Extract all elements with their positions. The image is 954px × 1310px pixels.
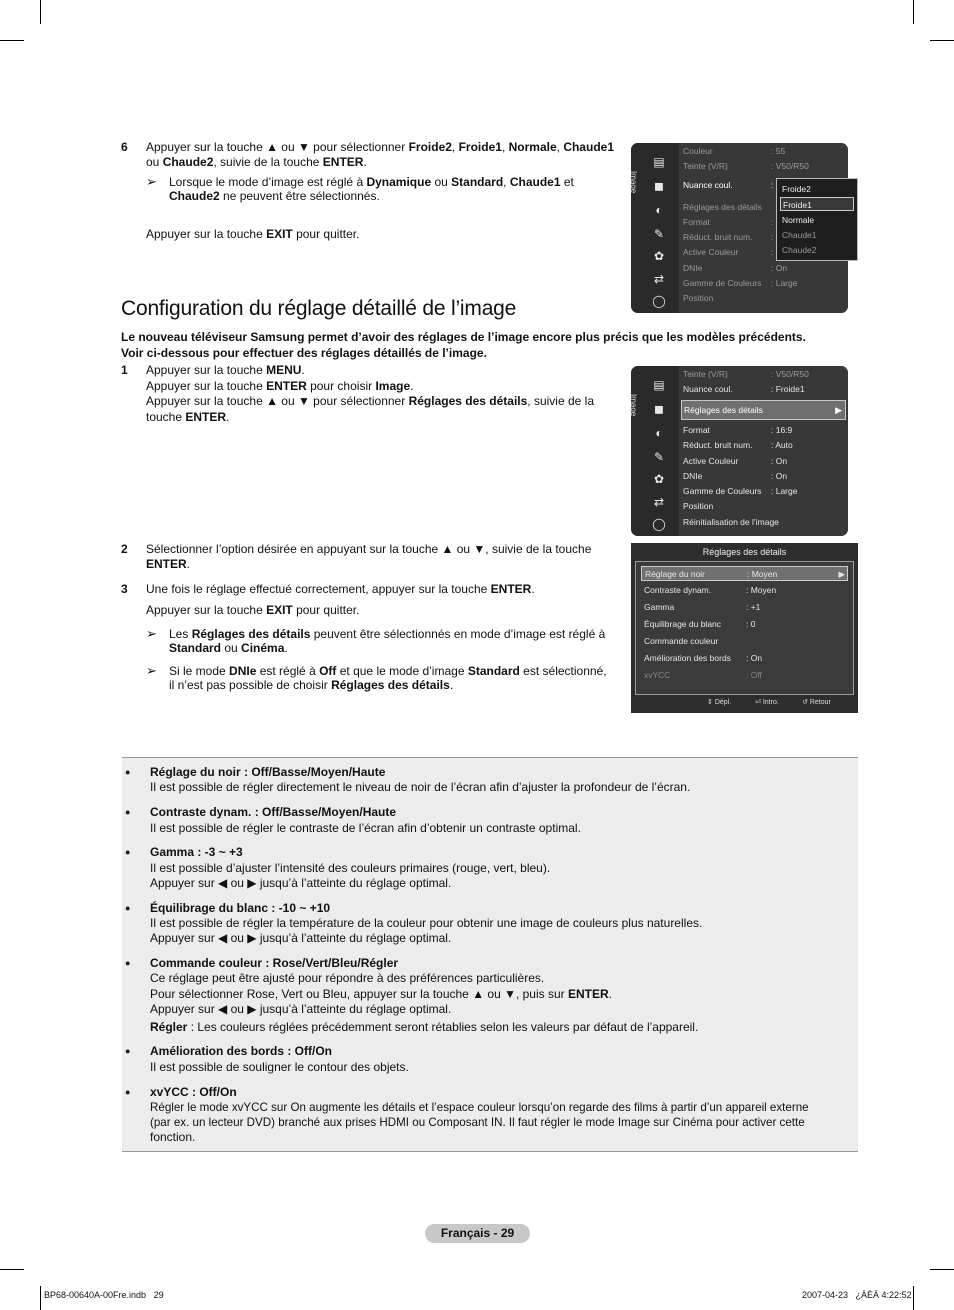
step3-note2-line2: il n’est pas possible de choisir Réglages des détails.: [169, 678, 454, 692]
step6-note-line1: Lorsque le mode d’image est réglé à Dynamique ou Standard, Chaude1 et: [169, 175, 574, 189]
step-number: 3: [121, 582, 128, 596]
osd-row[interactable]: Format :: [683, 217, 774, 227]
bullet-text: Il est possible d’ajuster l’intensité des couleurs primaires (rouge, vert, bleu).: [150, 861, 551, 875]
nuance-dropdown[interactable]: [776, 178, 858, 261]
osd-row[interactable]: Active Couleur :: [683, 247, 774, 257]
note-arrow-icon: ➢: [146, 663, 157, 678]
step3-exit: Appuyer sur la touche EXIT pour quitter.: [146, 603, 360, 617]
bullet-heading: xvYCC : Off/On: [150, 1085, 237, 1099]
osd-row[interactable]: Position: [683, 293, 714, 303]
bullet-text: Il est possible de régler la température de la couleur pour obtenir une image de couleurs plus naturelles.: [150, 916, 703, 930]
bullet-text: Ce réglage peut être ajusté pour répondre à des préférences particulières.: [150, 971, 545, 985]
bullet-icon: ●: [125, 958, 131, 968]
step3-line1: Une fois le réglage effectué correctement, appuyer sur la touche ENTER.: [146, 582, 535, 596]
osd-row[interactable]: Gamme de Couleurs : Large: [683, 278, 798, 288]
step2-line1: Sélectionner l’option désirée en appuyant sur la touche ▲ ou ▼, suivie de la touche: [146, 542, 592, 556]
section-title: Configuration du réglage détaillé de l’image: [121, 297, 517, 320]
bullet-heading: Commande couleur : Rose/Vert/Bleu/Régler: [150, 956, 399, 970]
sound-icon: ◐: [655, 203, 663, 217]
bullet-heading: Gamma : -3 ~ +3: [150, 845, 243, 859]
crop-mark: [0, 40, 24, 41]
osd-row[interactable]: Équilibrage du blanc : 0: [644, 619, 756, 629]
osd-row[interactable]: Teinte (V/R) : V50/R50: [683, 369, 809, 379]
osd-row-selected[interactable]: Réglage du noir : Moyen ▶: [641, 566, 848, 581]
sound-icon: ◐: [655, 426, 663, 440]
step1-line3: Appuyer sur la touche ▲ ou ▼ pour sélectionner Réglages des détails, suivie de la: [146, 394, 594, 408]
osd-row[interactable]: Couleur : 55: [683, 146, 786, 156]
osd-row[interactable]: Réglages des détails: [683, 202, 762, 212]
osd-row-disabled: xvYCC : Off: [644, 670, 762, 680]
osd-row-selected[interactable]: Réglages des détails ▶: [681, 400, 846, 420]
osd-row[interactable]: Teinte (V/R) : V50/R50: [683, 161, 809, 171]
bullet-icon: ●: [125, 847, 131, 857]
osd-menu-image-details: [631, 366, 848, 536]
osd-menu-detail-settings: [631, 543, 858, 713]
move-hint: ⇕ Dépl.: [707, 699, 732, 706]
osd-row[interactable]: Gamme de Couleurs : Large: [683, 486, 798, 496]
osd-title: Réglages des détails: [702, 547, 787, 557]
crop-mark: [40, 0, 41, 24]
dropdown-option[interactable]: Normale: [782, 215, 815, 225]
bullet-text: Régler le mode xvYCC sur On augmente les détails et l’espace couleur lorsqu’on regarde des films à partir d’un appareil externe: [150, 1101, 809, 1114]
osd-row[interactable]: DNIe : On: [683, 471, 788, 481]
osd-row[interactable]: Réduct. bruit num. :: [683, 232, 774, 242]
image-icon: ◼: [654, 402, 664, 416]
page-number-badge: Français - 29: [425, 1224, 530, 1243]
bullet-heading: Amélioration des bords : Off/On: [150, 1044, 333, 1058]
step1-line4: touche ENTER.: [146, 410, 230, 424]
bullet-text: Il est possible de régler le contraste de l’écran afin d’obtenir un contraste optimal.: [150, 821, 581, 835]
step3-note2-line1: Si le mode DNIe est réglé à Off et que le mode d’image Standard est sélectionné,: [169, 664, 607, 678]
return-hint: ↺ Retour: [802, 699, 831, 706]
step6-note-line2: Chaude2 ne peuvent être sélectionnés.: [169, 189, 380, 203]
setup-icon: ✿: [653, 472, 665, 486]
osd-row[interactable]: Active Couleur : On: [683, 456, 788, 466]
crop-mark: [0, 1269, 24, 1270]
input-icon: ⇄: [653, 272, 665, 286]
dropdown-option-selected[interactable]: Froide1: [780, 197, 854, 211]
bullet-text: Pour sélectionner Rose, Vert ou Bleu, appuyer sur la touche ▲ ou ▼, puis sur ENTER.: [150, 987, 612, 1001]
intro-text: Le nouveau téléviseur Samsung permet d’avoir des réglages de l’image encore plus précis que les modèles précédents. Voir ci-dessous pour effectuer des réglages détaillés de l’image.: [121, 330, 806, 360]
osd-row[interactable]: DNIe : On: [683, 263, 788, 273]
dropdown-option[interactable]: Chaude2: [782, 245, 817, 255]
bullet-text: Il est possible de souligner le contour des objets.: [150, 1060, 409, 1074]
osd-row[interactable]: Commande couleur: [644, 636, 719, 646]
step-number: 6: [121, 140, 128, 154]
print-date: 2007-04-23 ¿ÀÈÄ 4:22:52: [802, 1290, 912, 1300]
return-icon: ↺: [802, 699, 808, 706]
step6-exit: Appuyer sur la touche EXIT pour quitter.: [146, 227, 360, 241]
step1-line1: Appuyer sur la touche MENU.: [146, 363, 305, 377]
osd-row[interactable]: Amélioration des bords : On: [644, 653, 763, 663]
step3-note1-line2: Standard ou Cinéma.: [169, 641, 288, 655]
crop-mark: [930, 40, 954, 41]
bullet-text: Régler : Les couleurs réglées précédemment seront rétablies selon les valeurs par défaut de l’appareil.: [150, 1020, 699, 1034]
step-number: 1: [121, 363, 128, 377]
step-number: 2: [121, 542, 128, 556]
bullet-heading: Réglage du noir : Off/Basse/Moyen/Haute: [150, 765, 386, 779]
support-icon: ◯: [652, 517, 666, 531]
osd-side-label: Image: [629, 394, 638, 417]
bullet-heading: Équilibrage du blanc : -10 ~ +10: [150, 901, 331, 915]
enter-hint: ⏎ Intro.: [755, 699, 779, 706]
picture-icon: ▤: [653, 378, 665, 392]
support-icon: ◯: [652, 294, 666, 308]
osd-row[interactable]: Réduct. bruit num. : Auto: [683, 440, 793, 450]
updown-arrow-icon: ⇕: [707, 699, 713, 706]
bullet-icon: ●: [125, 807, 131, 817]
crop-mark: [913, 0, 914, 24]
image-icon: ◼: [654, 179, 664, 193]
osd-row[interactable]: Contraste dynam. : Moyen: [644, 585, 777, 595]
bullet-heading: Contraste dynam. : Off/Basse/Moyen/Haute: [150, 805, 397, 819]
osd-row[interactable]: Position: [683, 501, 714, 511]
bullet-text: (par ex. un lecteur DVD) branché aux prises HDMI ou Composant IN. Il faut régler le mode Image sur Cinéma pour activer cette: [150, 1116, 805, 1129]
channel-icon: ✎: [653, 450, 665, 464]
setup-icon: ✿: [653, 249, 665, 263]
right-arrow-icon: ▶: [835, 405, 842, 415]
bullet-icon: ●: [125, 903, 131, 913]
bullet-text: Appuyer sur ◀ ou ▶ jusqu’à l’atteinte du réglage optimal.: [150, 931, 452, 945]
osd-side-label: Image: [629, 171, 638, 194]
osd-row[interactable]: Réinitialisation de l’image: [683, 517, 779, 527]
step3-note1-line1: Les Réglages des détails peuvent être sélectionnés en mode d’image est réglé à: [169, 627, 606, 641]
file-info: BP68-00640A-00Fre.indb 29: [44, 1290, 164, 1300]
bullet-icon: ●: [125, 767, 131, 777]
bullet-icon: ●: [125, 1046, 131, 1056]
bullet-text: Il est possible de régler directement le niveau de noir de l’écran afin d’ajuster la profondeur de l’écran.: [150, 780, 691, 794]
osd-menu-image-nuance: [631, 143, 848, 313]
step1-line2: Appuyer sur la touche ENTER pour choisir Image.: [146, 379, 414, 393]
enter-icon: ⏎: [755, 699, 761, 706]
channel-icon: ✎: [653, 227, 665, 241]
osd-row[interactable]: Gamma : +1: [644, 602, 761, 612]
crop-mark: [40, 1286, 41, 1310]
right-arrow-icon: ▶: [838, 569, 845, 579]
settings-description-box: [122, 757, 858, 1152]
step6-line1: Appuyer sur la touche ▲ ou ▼ pour sélectionner Froide2, Froide1, Normale, Chaude1: [146, 140, 614, 154]
osd-row[interactable]: Nuance coul. : Froide1: [683, 384, 805, 394]
note-arrow-icon: ➢: [146, 174, 157, 189]
picture-icon: ▤: [653, 155, 665, 169]
bullet-text: Appuyer sur ◀ ou ▶ jusqu’à l’atteinte du réglage optimal.: [150, 876, 452, 890]
step6-line2: ou Chaude2, suivie de la touche ENTER.: [146, 155, 367, 169]
crop-mark: [913, 1286, 914, 1310]
osd-row[interactable]: Format : 16:9: [683, 425, 793, 435]
note-arrow-icon: ➢: [146, 626, 157, 641]
dropdown-option[interactable]: Chaude1: [782, 230, 817, 240]
dropdown-option[interactable]: Froide2: [782, 184, 811, 194]
osd-row-selected[interactable]: Nuance coul. :: [683, 180, 774, 190]
bullet-text: fonction.: [150, 1130, 196, 1144]
crop-mark: [930, 1269, 954, 1270]
bullet-icon: ●: [125, 1087, 131, 1097]
step2-line2: ENTER.: [146, 557, 191, 571]
bullet-text: Appuyer sur ◀ ou ▶ jusqu’à l’atteinte du réglage optimal.: [150, 1002, 452, 1016]
input-icon: ⇄: [653, 495, 665, 509]
